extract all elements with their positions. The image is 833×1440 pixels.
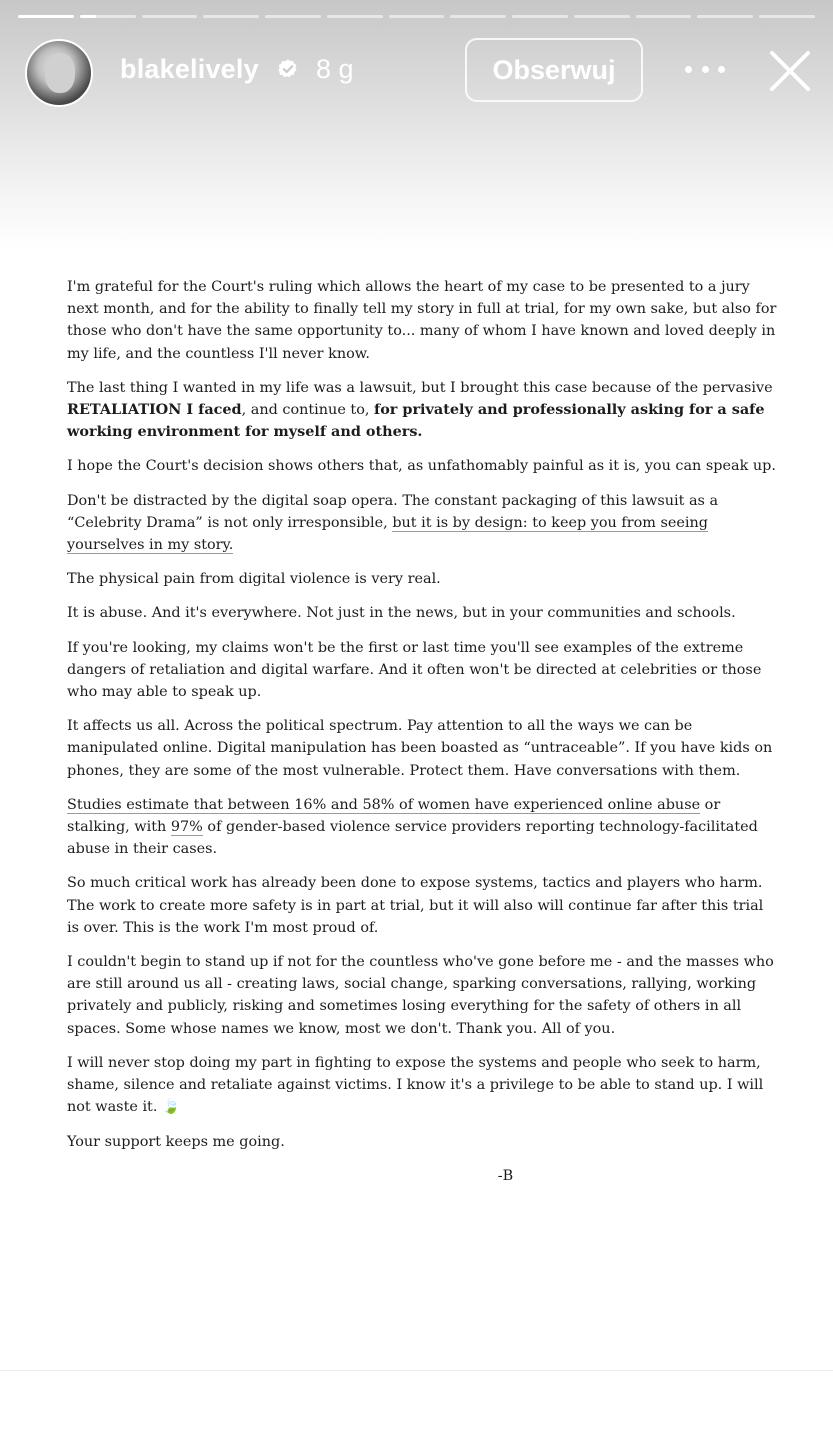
underlined-text: but it is by design: to keep you from seeing yourselves in my story. bbox=[67, 514, 708, 554]
username[interactable]: blakelively bbox=[120, 54, 259, 84]
progress-segment bbox=[450, 15, 506, 18]
paragraph-text: of gender-based violence service providers reporting technology-facilitated abuse in their cases. bbox=[67, 819, 758, 858]
paragraph-text: , and continue to, bbox=[241, 402, 375, 419]
paragraph-text: It is abuse. And it's everywhere. Not just in the news, but in your communities and schools. bbox=[67, 605, 736, 622]
progress-segment bbox=[636, 15, 692, 18]
more-dot bbox=[718, 66, 725, 73]
paragraph-text: or stalking, with bbox=[67, 796, 721, 836]
progress-segment bbox=[697, 15, 753, 18]
progress-segment bbox=[327, 15, 383, 18]
paragraph-text: Your support keeps me going. bbox=[67, 1133, 285, 1150]
paragraph-text: The last thing I wanted in my life was a lawsuit, but I brought this case because of the pervasive bbox=[67, 379, 773, 396]
paragraph bbox=[67, 455, 779, 477]
paragraph bbox=[67, 715, 779, 782]
progress-segment bbox=[142, 15, 198, 18]
close-icon[interactable] bbox=[768, 49, 812, 93]
paragraph-text: If you're looking, my claims won't be the first or last time you'll see examples of the extreme dangers of retaliation and digital warfare. And it often won't be directed at celebrities or those who may able to speak up. bbox=[67, 639, 762, 701]
bold-text: for privately and professionally asking for a safe working environment for myself and others. bbox=[67, 401, 765, 441]
more-dot bbox=[685, 66, 692, 73]
paragraph bbox=[67, 1052, 779, 1119]
progress-fill bbox=[80, 15, 97, 18]
paragraph bbox=[67, 637, 779, 704]
paragraph-text: The physical pain from digital violence is very real. bbox=[67, 571, 441, 588]
more-options-icon[interactable] bbox=[685, 54, 725, 84]
paragraph-text: It affects us all. Across the political spectrum. Pay attention to all the ways we can be manipulated online. Digital manipulation has been boasted as “untraceable”. If you have kids on phones, they are some of the most vulnerable. Protect them. Have conversations with them. bbox=[67, 718, 773, 779]
underlined-link-text: Studies estimate that between 16% and 58% of women have experienced online abuse bbox=[67, 796, 701, 813]
profile-avatar[interactable] bbox=[25, 39, 93, 107]
paragraph bbox=[67, 568, 779, 590]
follow-button[interactable]: Obserwuj bbox=[465, 38, 643, 102]
progress-segment bbox=[574, 15, 630, 18]
paragraph bbox=[67, 377, 779, 444]
divider bbox=[0, 1370, 833, 1371]
verified-badge-icon bbox=[277, 58, 299, 80]
paragraph-text: I'm grateful for the Court's ruling which allows the heart of my case to be presented to a jury next month, and for the ability to finally tell my story in full at trial, for my own sake, but also for those who don't have the same opportunity to... many of whom I have known and loved deeply in my life, and the countless I'll never know. bbox=[67, 279, 777, 362]
progress-segment bbox=[265, 15, 321, 18]
progress-segment bbox=[80, 15, 136, 18]
paragraph-text: I couldn't begin to stand up if not for the countless who've gone before me - and the masses who are still around us all - creating laws, social change, sparking conversations, rallying, working privately and publicly, risking and sometimes losing everything for the safety of others in all spaces. Some whose names we know, most we don't. Thank you. All of you. bbox=[67, 954, 774, 1037]
paragraph-text: I hope the Court's decision shows others that, as unfathomably painful as it is, you can speak up. bbox=[67, 458, 776, 475]
paragraph bbox=[67, 490, 779, 557]
bold-text: RETALIATION I faced bbox=[67, 401, 242, 419]
paragraph bbox=[67, 794, 779, 861]
leaf-emoji-icon: 🍃 bbox=[161, 1099, 180, 1116]
progress-segment bbox=[18, 15, 74, 18]
progress-segment bbox=[512, 15, 568, 18]
paragraph bbox=[67, 872, 779, 939]
statement-letter bbox=[67, 276, 779, 1199]
underlined-link-text: 97% bbox=[170, 819, 203, 836]
paragraph-text: Don't be distracted by the digital soap opera. The constant packaging of this lawsuit as a “Celebrity Drama” is not only irresponsible, bbox=[67, 492, 719, 531]
story-header bbox=[0, 36, 833, 106]
paragraph-text: I will never stop doing my part in fighting to expose the systems and people who seek to harm, shame, silence and retaliate against victims. I know it's a privilege to be able to stand up. I will not waste it. bbox=[67, 1054, 764, 1116]
paragraph bbox=[67, 951, 779, 1040]
paragraph-text: So much critical work has already been done to expose systems, tactics and players who harm. The work to create more safety is in part at trial, but it will also will continue far after this trial is over. This is the work I'm most proud of. bbox=[67, 875, 764, 936]
signature: -B bbox=[497, 1167, 514, 1184]
story-progress-bar bbox=[18, 15, 815, 18]
paragraph bbox=[67, 276, 779, 365]
paragraph bbox=[67, 1131, 779, 1153]
story-timestamp: 8 g bbox=[316, 54, 354, 84]
progress-segment bbox=[389, 15, 445, 18]
paragraph bbox=[67, 602, 779, 624]
avatar-face bbox=[45, 53, 75, 93]
progress-fill bbox=[18, 15, 74, 18]
more-dot bbox=[702, 66, 709, 73]
progress-segment bbox=[203, 15, 259, 18]
progress-segment bbox=[759, 15, 815, 18]
